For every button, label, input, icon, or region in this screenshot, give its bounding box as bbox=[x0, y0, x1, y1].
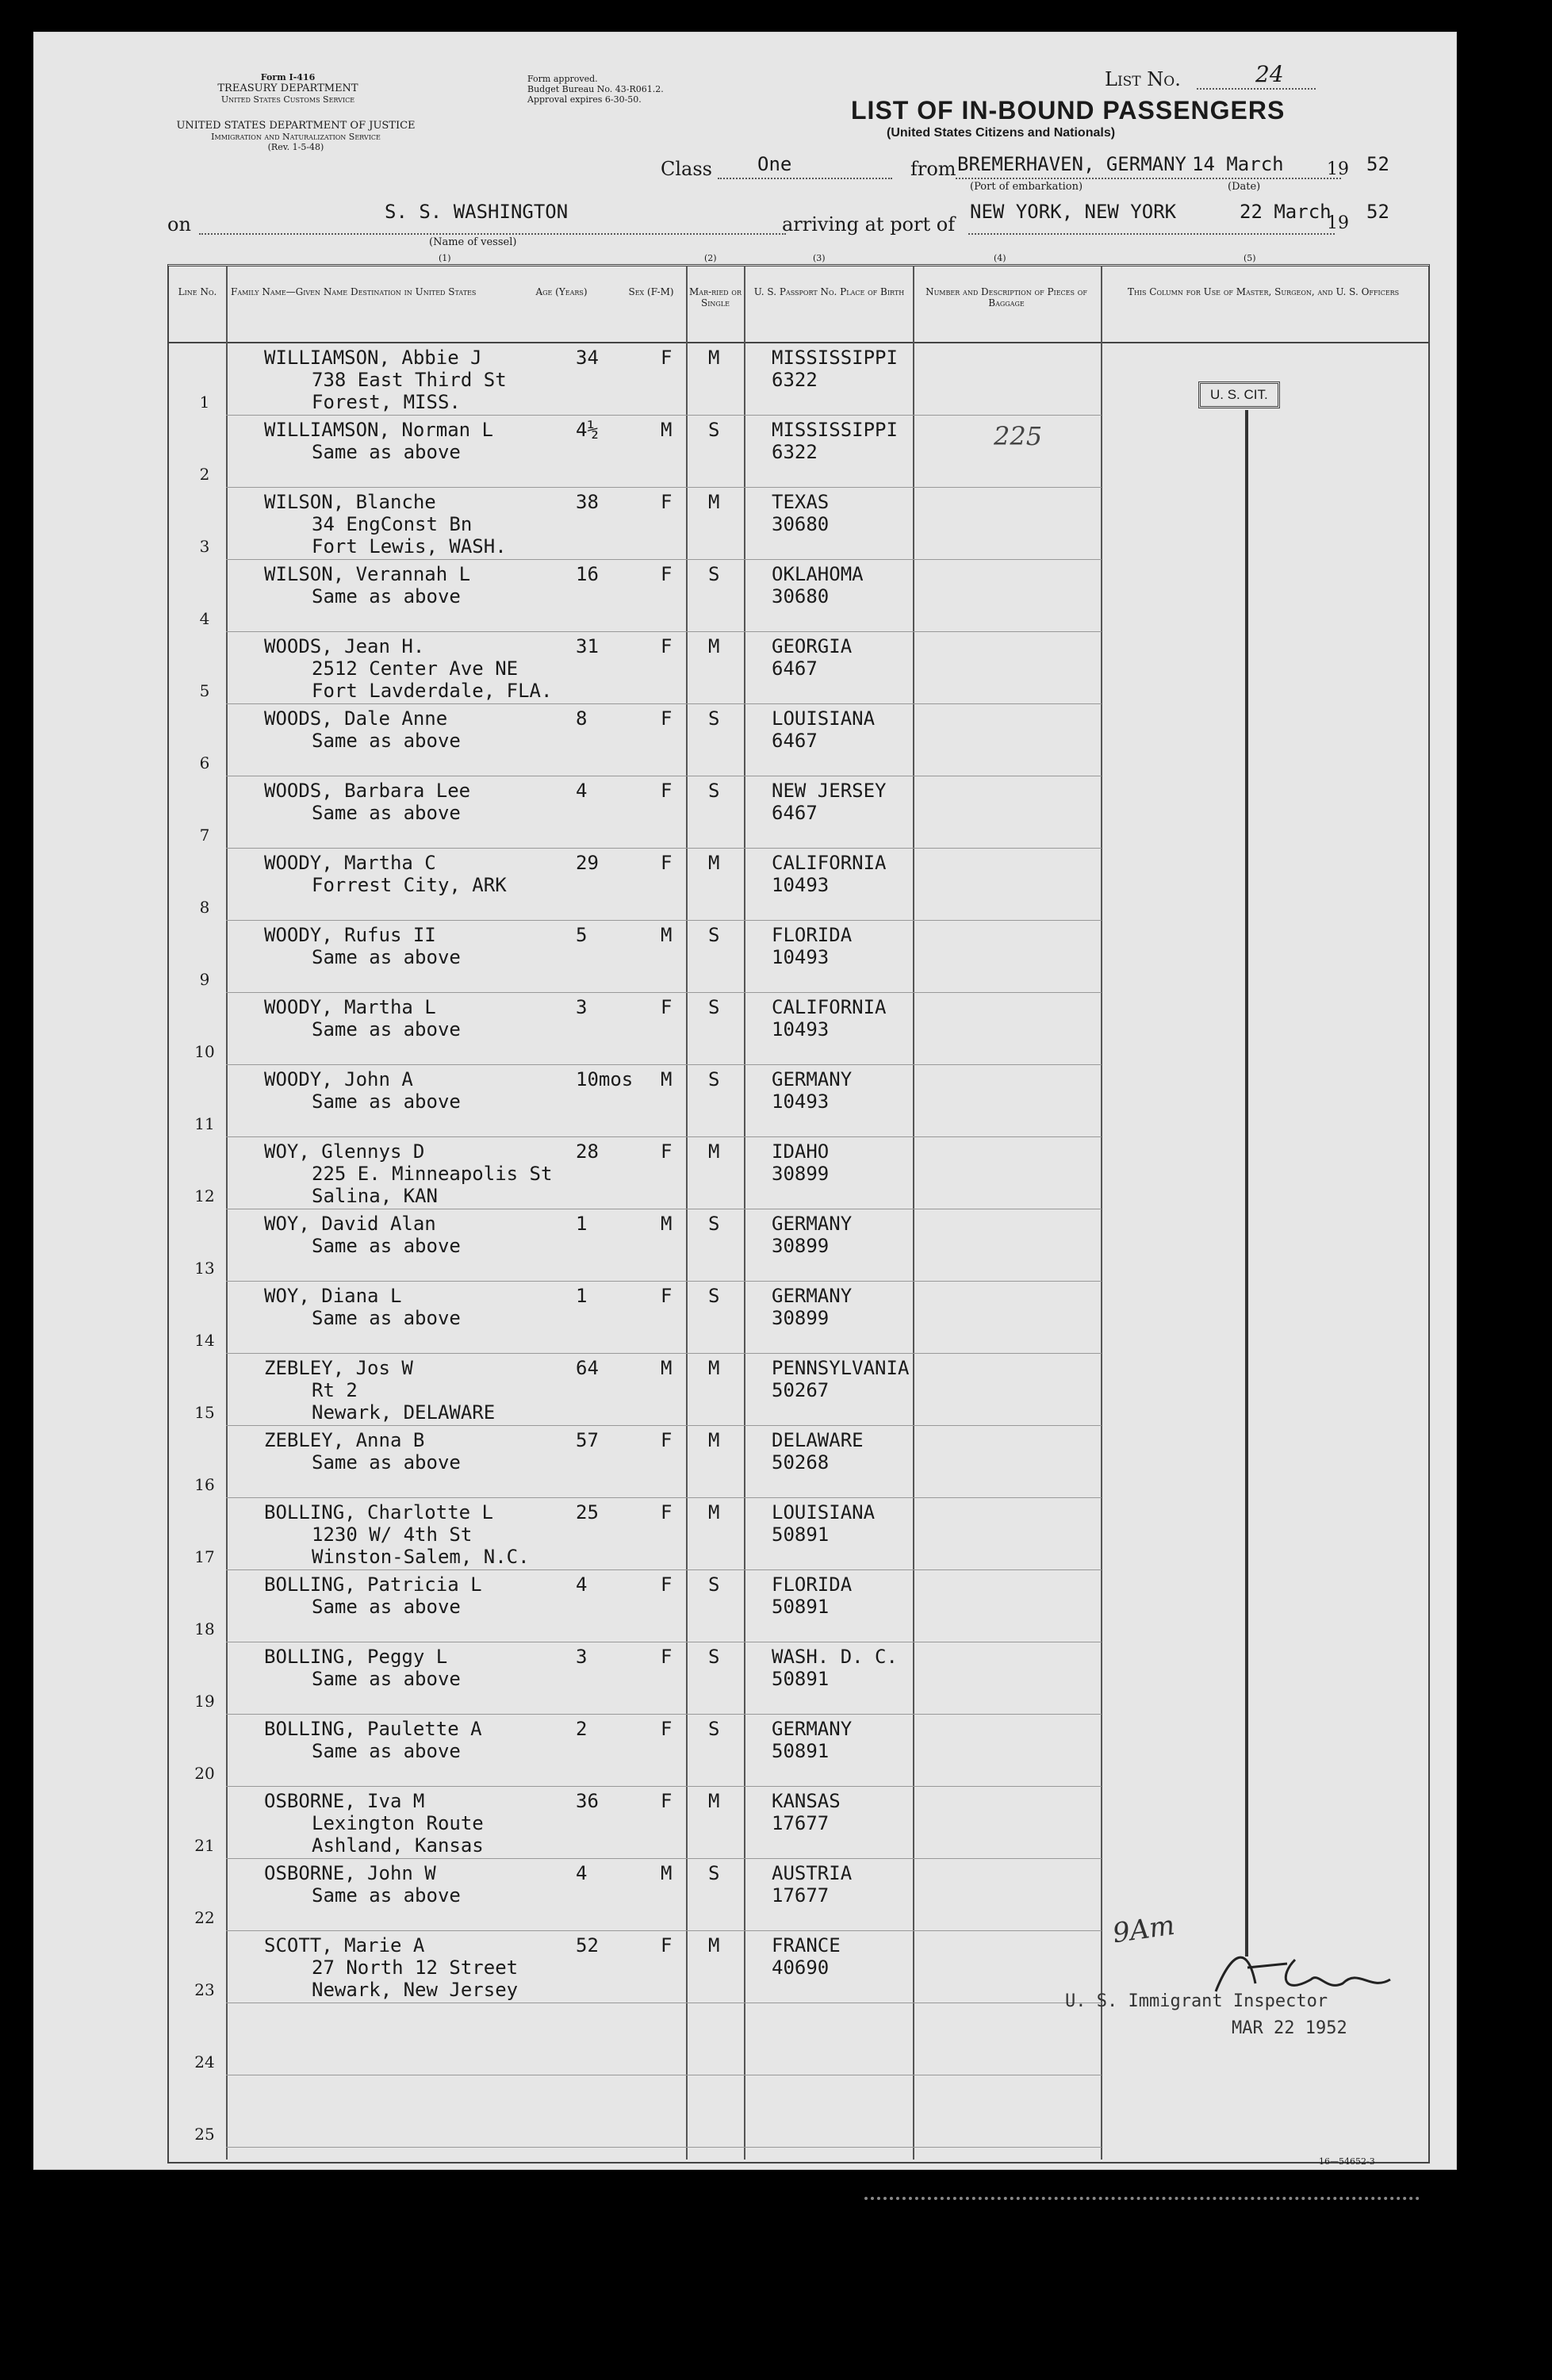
from-label: from bbox=[910, 158, 956, 180]
line-number: 25 bbox=[194, 2125, 215, 2144]
passenger-destination: Same as above bbox=[312, 1740, 461, 1762]
passenger-age: 38 bbox=[576, 491, 599, 513]
passenger-birthplace: FLORIDA bbox=[772, 924, 853, 946]
approval-block bbox=[527, 74, 734, 105]
row-divider bbox=[226, 631, 1102, 632]
passenger-age: 57 bbox=[576, 1429, 599, 1451]
approval-line: Approval expires 6-30-50. bbox=[527, 94, 642, 105]
passenger-marital: M bbox=[708, 1934, 720, 1957]
embark-date: 14 March bbox=[1192, 153, 1284, 175]
passenger-age: 25 bbox=[576, 1501, 599, 1523]
embark-year: 52 bbox=[1366, 153, 1389, 175]
year-prefix: 19 bbox=[1327, 159, 1349, 179]
passenger-destination: Same as above bbox=[312, 441, 461, 463]
approval-line: Budget Bureau No. 43-R061.2. bbox=[527, 84, 664, 94]
passenger-sex: F bbox=[661, 1140, 673, 1163]
passenger-destination-2: Salina, KAN bbox=[312, 1185, 438, 1207]
passenger-sex: F bbox=[661, 852, 673, 874]
passenger-name: ZEBLEY, Jos W bbox=[264, 1357, 413, 1379]
passenger-name: BOLLING, Patricia L bbox=[264, 1573, 482, 1596]
from-line bbox=[956, 178, 1341, 179]
line-number: 19 bbox=[194, 1692, 215, 1711]
passenger-destination-2: Fort Lavderdale, FLA. bbox=[312, 680, 553, 702]
passenger-passport: 40690 bbox=[772, 1957, 830, 1979]
passenger-age: 4 bbox=[576, 1573, 588, 1596]
passenger-destination-2: Newark, New Jersey bbox=[312, 1979, 519, 2001]
row-divider bbox=[226, 1425, 1102, 1426]
passenger-passport: 6467 bbox=[772, 657, 818, 680]
passenger-birthplace: KANSAS bbox=[772, 1790, 841, 1812]
passenger-name: OSBORNE, Iva M bbox=[264, 1790, 425, 1812]
passenger-sex: F bbox=[661, 1285, 673, 1307]
class-value: One bbox=[757, 153, 792, 175]
passenger-marital: M bbox=[708, 635, 720, 657]
passenger-passport: 10493 bbox=[772, 946, 830, 968]
passenger-sex: M bbox=[661, 1213, 673, 1235]
line-number: 8 bbox=[199, 898, 210, 917]
header-baggage: Number and Description of Pieces of Baggage bbox=[925, 286, 1087, 309]
line-number: 11 bbox=[194, 1114, 215, 1133]
passenger-destination: Same as above bbox=[312, 1235, 461, 1257]
passenger-marital: M bbox=[708, 852, 720, 874]
line-number: 13 bbox=[194, 1259, 215, 1278]
passenger-passport: 30899 bbox=[772, 1163, 830, 1185]
dept-justice: UNITED STATES DEPARTMENT OF JUSTICE bbox=[176, 120, 416, 132]
passenger-birthplace: WASH. D. C. bbox=[772, 1646, 898, 1668]
passenger-name: WOODY, Rufus II bbox=[264, 924, 436, 946]
passenger-birthplace: GERMANY bbox=[772, 1718, 853, 1740]
passenger-sex: M bbox=[661, 419, 673, 441]
line-number: 7 bbox=[199, 826, 210, 845]
row-divider bbox=[226, 415, 1102, 416]
passenger-birthplace: CALIFORNIA bbox=[772, 852, 887, 874]
passenger-sex: M bbox=[661, 1862, 673, 1884]
passenger-passport: 6467 bbox=[772, 730, 818, 752]
dept-justice-sub: Immigration and Naturalization Service bbox=[211, 132, 381, 142]
passenger-birthplace: NEW JERSEY bbox=[772, 780, 887, 802]
citizen-stamp: U. S. CIT. bbox=[1198, 381, 1280, 408]
time-note: 9Am bbox=[1110, 1909, 1177, 1950]
passenger-birthplace: TEXAS bbox=[772, 491, 830, 513]
passenger-passport: 50891 bbox=[772, 1596, 830, 1618]
passenger-sex: F bbox=[661, 1573, 673, 1596]
row-divider bbox=[226, 992, 1102, 993]
passenger-name: WOODS, Dale Anne bbox=[264, 707, 448, 730]
passenger-destination: 2512 Center Ave NE bbox=[312, 657, 519, 680]
passenger-sex: F bbox=[661, 491, 673, 513]
line-number: 22 bbox=[194, 1908, 215, 1927]
passenger-destination: Same as above bbox=[312, 946, 461, 968]
vessel-caption: (Name of vessel) bbox=[429, 236, 517, 248]
passenger-marital: M bbox=[708, 1501, 720, 1523]
colnum: (1) bbox=[439, 253, 451, 263]
passenger-age: 4 bbox=[576, 780, 588, 802]
passenger-age: 3 bbox=[576, 1646, 588, 1668]
passenger-passport: 30680 bbox=[772, 585, 830, 607]
passenger-marital: M bbox=[708, 1357, 720, 1379]
passenger-marital: S bbox=[708, 419, 720, 441]
colnum: (5) bbox=[1244, 253, 1256, 263]
row-divider bbox=[226, 1064, 1102, 1065]
passenger-sex: F bbox=[661, 780, 673, 802]
passenger-birthplace: FLORIDA bbox=[772, 1573, 853, 1596]
colnum: (2) bbox=[704, 253, 717, 263]
passenger-marital: M bbox=[708, 347, 720, 369]
col-sep bbox=[744, 266, 745, 2160]
passenger-destination: 225 E. Minneapolis St bbox=[312, 1163, 553, 1185]
passenger-birthplace: GERMANY bbox=[772, 1068, 853, 1090]
passenger-passport: 10493 bbox=[772, 1018, 830, 1041]
passenger-name: WOY, Diana L bbox=[264, 1285, 402, 1307]
row-divider bbox=[226, 487, 1102, 488]
passenger-sex: F bbox=[661, 1718, 673, 1740]
row-divider bbox=[226, 1858, 1102, 1859]
passenger-birthplace: LOUISIANA bbox=[772, 707, 876, 730]
row-divider bbox=[226, 1930, 1102, 1931]
list-no-value: 24 bbox=[1255, 61, 1284, 87]
passenger-birthplace: DELAWARE bbox=[772, 1429, 864, 1451]
passenger-destination: Rt 2 bbox=[312, 1379, 358, 1401]
class-line bbox=[718, 178, 892, 179]
passenger-sex: F bbox=[661, 563, 673, 585]
passenger-destination: 1230 W/ 4th St bbox=[312, 1523, 473, 1546]
approval-line: Form approved. bbox=[527, 74, 598, 84]
passenger-age: 10mos bbox=[576, 1068, 634, 1090]
row-divider bbox=[226, 1281, 1102, 1282]
passenger-name: WILSON, Verannah L bbox=[264, 563, 471, 585]
passenger-sex: F bbox=[661, 347, 673, 369]
passenger-marital: M bbox=[708, 491, 720, 513]
passenger-sex: F bbox=[661, 1646, 673, 1668]
passenger-name: WOY, David Alan bbox=[264, 1213, 436, 1235]
line-number: 6 bbox=[199, 753, 210, 772]
line-number: 18 bbox=[194, 1619, 215, 1638]
line-number: 4 bbox=[199, 609, 210, 628]
passenger-sex: M bbox=[661, 1357, 673, 1379]
passenger-passport: 30899 bbox=[772, 1235, 830, 1257]
arrival-line bbox=[968, 233, 1335, 235]
passenger-birthplace: AUSTRIA bbox=[772, 1862, 853, 1884]
col-sep bbox=[913, 266, 914, 2160]
passenger-name: WOODY, Martha C bbox=[264, 852, 436, 874]
passenger-destination: Same as above bbox=[312, 730, 461, 752]
line-number: 3 bbox=[199, 537, 210, 556]
passenger-passport: 10493 bbox=[772, 874, 830, 896]
passenger-sex: F bbox=[661, 1501, 673, 1523]
passenger-name: WILLIAMSON, Norman L bbox=[264, 419, 493, 441]
passenger-age: 16 bbox=[576, 563, 599, 585]
passenger-passport: 6467 bbox=[772, 802, 818, 824]
passenger-passport: 6322 bbox=[772, 369, 818, 391]
passenger-age: 1 bbox=[576, 1285, 588, 1307]
passenger-name: ZEBLEY, Anna B bbox=[264, 1429, 425, 1451]
header-line-no: Line No. bbox=[178, 286, 217, 297]
passenger-marital: S bbox=[708, 1213, 720, 1235]
header-officers: This Column for Use of Master, Surgeon, and U. S. Officers bbox=[1127, 286, 1400, 297]
passenger-marital: S bbox=[708, 924, 720, 946]
passenger-marital: S bbox=[708, 1068, 720, 1090]
passenger-age: 31 bbox=[576, 635, 599, 657]
passenger-marital: M bbox=[708, 1790, 720, 1812]
line-number: 16 bbox=[194, 1475, 215, 1494]
year-prefix: 19 bbox=[1327, 213, 1349, 233]
passenger-destination: Same as above bbox=[312, 1307, 461, 1329]
passenger-name: WILSON, Blanche bbox=[264, 491, 436, 513]
passenger-marital: S bbox=[708, 1718, 720, 1740]
line-number: 1 bbox=[199, 393, 210, 412]
col-sep bbox=[1101, 266, 1102, 2160]
port-embark-caption: (Port of embarkation) bbox=[970, 181, 1083, 193]
passenger-sex: M bbox=[661, 1068, 673, 1090]
col-sep bbox=[686, 266, 688, 2160]
passenger-birthplace: LOUISIANA bbox=[772, 1501, 876, 1523]
passenger-destination: 738 East Third St bbox=[312, 369, 507, 391]
passenger-passport: 17677 bbox=[772, 1884, 830, 1907]
passenger-name: WOODY, John A bbox=[264, 1068, 413, 1090]
passenger-destination: Same as above bbox=[312, 1668, 461, 1690]
passenger-destination: Same as above bbox=[312, 802, 461, 824]
revision: (Rev. 1-5-48) bbox=[267, 142, 324, 152]
passenger-sex: F bbox=[661, 707, 673, 730]
passenger-marital: S bbox=[708, 1862, 720, 1884]
passenger-marital: S bbox=[708, 780, 720, 802]
row-divider bbox=[226, 703, 1102, 704]
passenger-passport: 30680 bbox=[772, 513, 830, 535]
passenger-marital: S bbox=[708, 1646, 720, 1668]
passenger-birthplace: GEORGIA bbox=[772, 635, 853, 657]
passenger-name: WILLIAMSON, Abbie J bbox=[264, 347, 482, 369]
arrival-date: 22 March bbox=[1240, 201, 1332, 223]
passenger-marital: S bbox=[708, 1573, 720, 1596]
header-name: Family Name—Given Name Destination in United States bbox=[231, 286, 477, 297]
on-label: on bbox=[167, 213, 191, 236]
line-number: 14 bbox=[194, 1331, 215, 1350]
line-number: 5 bbox=[199, 681, 210, 700]
baggage-count: 225 bbox=[994, 421, 1043, 451]
line-number: 15 bbox=[194, 1403, 215, 1422]
passenger-destination: Same as above bbox=[312, 1090, 461, 1113]
passenger-birthplace: OKLAHOMA bbox=[772, 563, 864, 585]
passenger-birthplace: CALIFORNIA bbox=[772, 996, 887, 1018]
passenger-destination: Same as above bbox=[312, 1596, 461, 1618]
passenger-destination: 34 EngConst Bn bbox=[312, 513, 473, 535]
passenger-destination-2: Forest, MISS. bbox=[312, 391, 461, 413]
passenger-age: 8 bbox=[576, 707, 588, 730]
passenger-passport: 50891 bbox=[772, 1740, 830, 1762]
passenger-age: 36 bbox=[576, 1790, 599, 1812]
passenger-destination: Lexington Route bbox=[312, 1812, 484, 1834]
passenger-name: WOODS, Barbara Lee bbox=[264, 780, 471, 802]
passenger-passport: 6322 bbox=[772, 441, 818, 463]
passenger-destination-2: Newark, DELAWARE bbox=[312, 1401, 496, 1424]
date-caption: (Date) bbox=[1228, 181, 1261, 193]
passenger-sex: F bbox=[661, 1790, 673, 1812]
form-header-left-2 bbox=[161, 120, 431, 152]
form-title: LIST OF IN-BOUND PASSENGERS bbox=[851, 96, 1286, 125]
row-divider bbox=[226, 1569, 1102, 1570]
passenger-destination-2: Fort Lewis, WASH. bbox=[312, 535, 507, 558]
passenger-passport: 10493 bbox=[772, 1090, 830, 1113]
passenger-birthplace: GERMANY bbox=[772, 1213, 853, 1235]
row-divider bbox=[226, 1786, 1102, 1787]
passenger-birthplace: IDAHO bbox=[772, 1140, 830, 1163]
passenger-destination: Same as above bbox=[312, 1884, 461, 1907]
arrival-year: 52 bbox=[1366, 201, 1389, 223]
header-divider bbox=[167, 342, 1428, 343]
passenger-marital: M bbox=[708, 1429, 720, 1451]
passenger-marital: S bbox=[708, 1285, 720, 1307]
list-no-line bbox=[1197, 88, 1316, 90]
passenger-birthplace: PENNSYLVANIA bbox=[772, 1357, 910, 1379]
inspector-label: U. S. Immigrant Inspector bbox=[1065, 1991, 1328, 2011]
passenger-birthplace: GERMANY bbox=[772, 1285, 853, 1307]
col-sep bbox=[226, 266, 228, 2160]
passenger-name: BOLLING, Paulette A bbox=[264, 1718, 482, 1740]
passenger-marital: S bbox=[708, 563, 720, 585]
passenger-passport: 17677 bbox=[772, 1812, 830, 1834]
header-passport: U. S. Passport No. Place of Birth bbox=[753, 286, 905, 297]
colnum: (4) bbox=[994, 253, 1006, 263]
row-divider bbox=[226, 1714, 1102, 1715]
citizen-bracket-line bbox=[1245, 410, 1248, 1957]
passenger-passport: 50267 bbox=[772, 1379, 830, 1401]
passenger-passport: 50891 bbox=[772, 1668, 830, 1690]
passenger-destination: Same as above bbox=[312, 585, 461, 607]
passenger-name: OSBORNE, John W bbox=[264, 1862, 436, 1884]
form-header-left bbox=[161, 72, 415, 105]
row-divider bbox=[226, 1497, 1102, 1498]
passenger-birthplace: MISSISSIPPI bbox=[772, 419, 898, 441]
manifest-page bbox=[33, 32, 1457, 2170]
passenger-destination: Same as above bbox=[312, 1018, 461, 1041]
passenger-sex: F bbox=[661, 1429, 673, 1451]
passenger-birthplace: FRANCE bbox=[772, 1934, 841, 1957]
line-number: 20 bbox=[194, 1764, 215, 1783]
passenger-name: WOY, Glennys D bbox=[264, 1140, 425, 1163]
row-divider bbox=[226, 2147, 1102, 2148]
line-number: 9 bbox=[199, 970, 210, 989]
passenger-age: 29 bbox=[576, 852, 599, 874]
passenger-destination-2: Winston-Salem, N.C. bbox=[312, 1546, 530, 1568]
passenger-birthplace: MISSISSIPPI bbox=[772, 347, 898, 369]
row-divider bbox=[226, 1136, 1102, 1137]
inspector-date-stamp: MAR 22 1952 bbox=[1232, 2018, 1347, 2038]
line-number: 10 bbox=[194, 1042, 215, 1061]
passenger-passport: 50268 bbox=[772, 1451, 830, 1474]
passenger-marital: S bbox=[708, 707, 720, 730]
header-age: Age (Years) bbox=[535, 286, 588, 297]
header-married: Mar-ried or Single bbox=[689, 286, 742, 309]
class-label: Class bbox=[661, 158, 712, 180]
port-embarkation: BREMERHAVEN, GERMANY bbox=[957, 153, 1186, 175]
passenger-age: 64 bbox=[576, 1357, 599, 1379]
passenger-age: 1 bbox=[576, 1213, 588, 1235]
passenger-name: SCOTT, Marie A bbox=[264, 1934, 425, 1957]
passenger-sex: F bbox=[661, 635, 673, 657]
list-no-label: List No. bbox=[1105, 68, 1181, 90]
row-divider bbox=[226, 920, 1102, 921]
form-subtitle: (United States Citizens and Nationals) bbox=[887, 126, 1116, 140]
dotted-edge bbox=[864, 2197, 1420, 2205]
passenger-marital: S bbox=[708, 996, 720, 1018]
passenger-sex: F bbox=[661, 1934, 673, 1957]
passenger-name: BOLLING, Peggy L bbox=[264, 1646, 448, 1668]
dept-treasury-sub: United States Customs Service bbox=[220, 94, 355, 105]
line-number: 17 bbox=[194, 1547, 215, 1566]
passenger-name: WOODY, Martha L bbox=[264, 996, 436, 1018]
passenger-destination: 27 North 12 Street bbox=[312, 1957, 519, 1979]
passenger-passport: 30899 bbox=[772, 1307, 830, 1329]
line-number: 2 bbox=[199, 465, 210, 484]
arrival-port: NEW YORK, NEW YORK bbox=[970, 201, 1177, 223]
passenger-age: 4½ bbox=[576, 419, 599, 441]
row-divider bbox=[226, 2002, 1102, 2003]
dept-treasury: TREASURY DEPARTMENT bbox=[217, 82, 358, 94]
line-number: 12 bbox=[194, 1186, 215, 1205]
passenger-passport: 50891 bbox=[772, 1523, 830, 1546]
form-number: Form I-416 bbox=[260, 72, 316, 82]
header-sex: Sex (F-M) bbox=[628, 286, 674, 297]
passenger-age: 2 bbox=[576, 1718, 588, 1740]
footer-code: 16—54652-3 bbox=[1319, 2156, 1375, 2167]
passenger-destination: Forrest City, ARK bbox=[312, 874, 507, 896]
passenger-age: 28 bbox=[576, 1140, 599, 1163]
passenger-sex: F bbox=[661, 996, 673, 1018]
passenger-marital: M bbox=[708, 1140, 720, 1163]
passenger-age: 3 bbox=[576, 996, 588, 1018]
passenger-name: WOODS, Jean H. bbox=[264, 635, 425, 657]
passenger-destination: Same as above bbox=[312, 1451, 461, 1474]
arriving-label: arriving at port of bbox=[782, 213, 956, 236]
passenger-age: 52 bbox=[576, 1934, 599, 1957]
line-number: 23 bbox=[194, 1980, 215, 1999]
vessel-name: S. S. WASHINGTON bbox=[385, 201, 569, 223]
passenger-sex: M bbox=[661, 924, 673, 946]
row-divider bbox=[226, 848, 1102, 849]
passenger-destination-2: Ashland, Kansas bbox=[312, 1834, 484, 1857]
passenger-age: 34 bbox=[576, 347, 599, 369]
passenger-age: 4 bbox=[576, 1862, 588, 1884]
row-divider bbox=[226, 1353, 1102, 1354]
vessel-line bbox=[199, 233, 786, 235]
row-divider bbox=[226, 559, 1102, 560]
colnum: (3) bbox=[813, 253, 826, 263]
line-number: 24 bbox=[194, 2052, 215, 2071]
passenger-name: BOLLING, Charlotte L bbox=[264, 1501, 493, 1523]
passenger-age: 5 bbox=[576, 924, 588, 946]
line-number: 21 bbox=[194, 1836, 215, 1855]
